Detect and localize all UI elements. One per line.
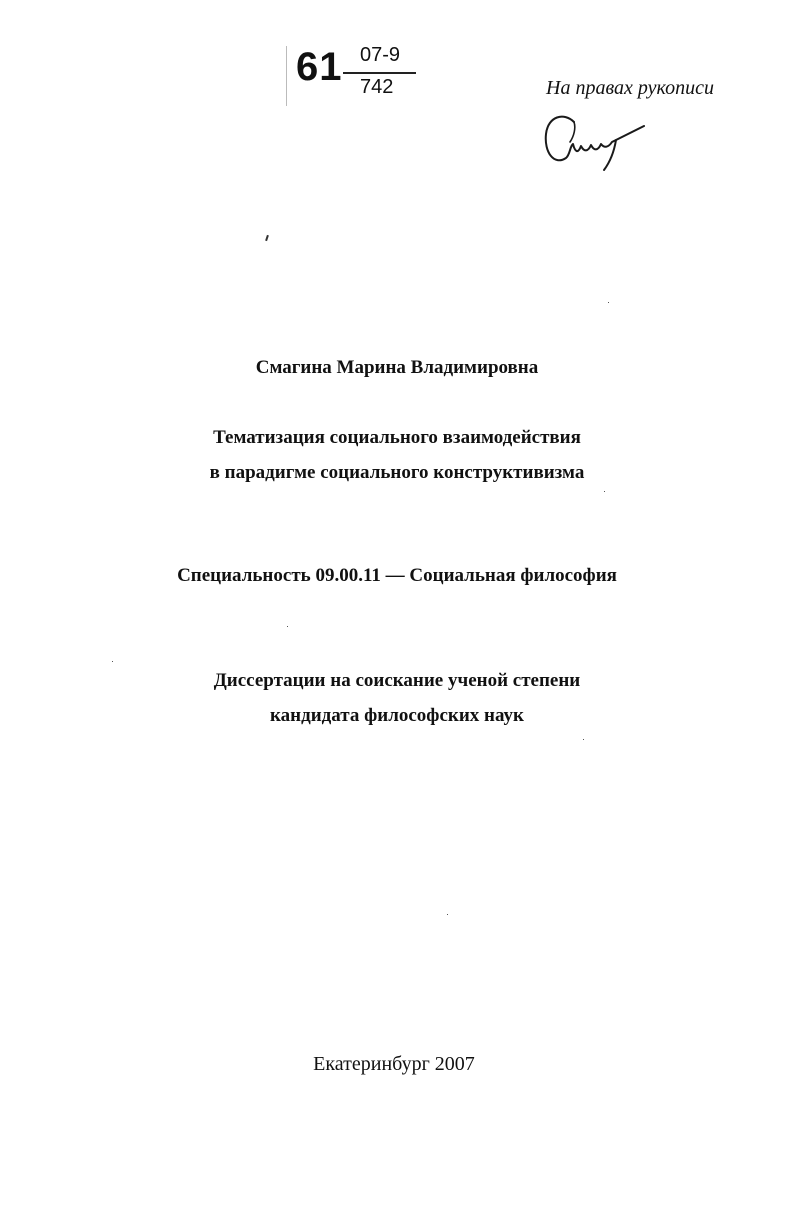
- dissertation-title-line-1: Тематизация социального взаимодействия: [213, 427, 581, 448]
- scan-speck: [265, 235, 269, 241]
- scan-speck: [112, 661, 113, 662]
- scan-speck: [447, 914, 448, 915]
- stamp-margin-line: [286, 46, 287, 106]
- scan-speck: [583, 739, 584, 740]
- scan-speck: [287, 626, 288, 627]
- rights-note: На правах рукописи: [546, 77, 714, 99]
- handwritten-signature: [540, 108, 652, 176]
- scan-speck: [608, 302, 609, 303]
- stamp-code-top: 07-9: [360, 44, 401, 66]
- city-year: Екатеринбург 2007: [313, 1053, 475, 1075]
- stamp-fraction-rule: [343, 72, 416, 74]
- scan-speck: [604, 491, 605, 492]
- stamp-code-bottom: 742: [360, 76, 394, 98]
- stamp-code-main: 61: [296, 45, 343, 89]
- degree-line-1: Диссертации на соискание ученой степени: [213, 670, 581, 691]
- author-name: Смагина Марина Владимировна: [255, 357, 539, 378]
- specialty-line: Специальность 09.00.11 — Социальная философия: [177, 565, 617, 586]
- degree-line-2: кандидата философских наук: [270, 705, 524, 726]
- dissertation-title-line-2: в парадигме социального конструктивизма: [209, 462, 585, 483]
